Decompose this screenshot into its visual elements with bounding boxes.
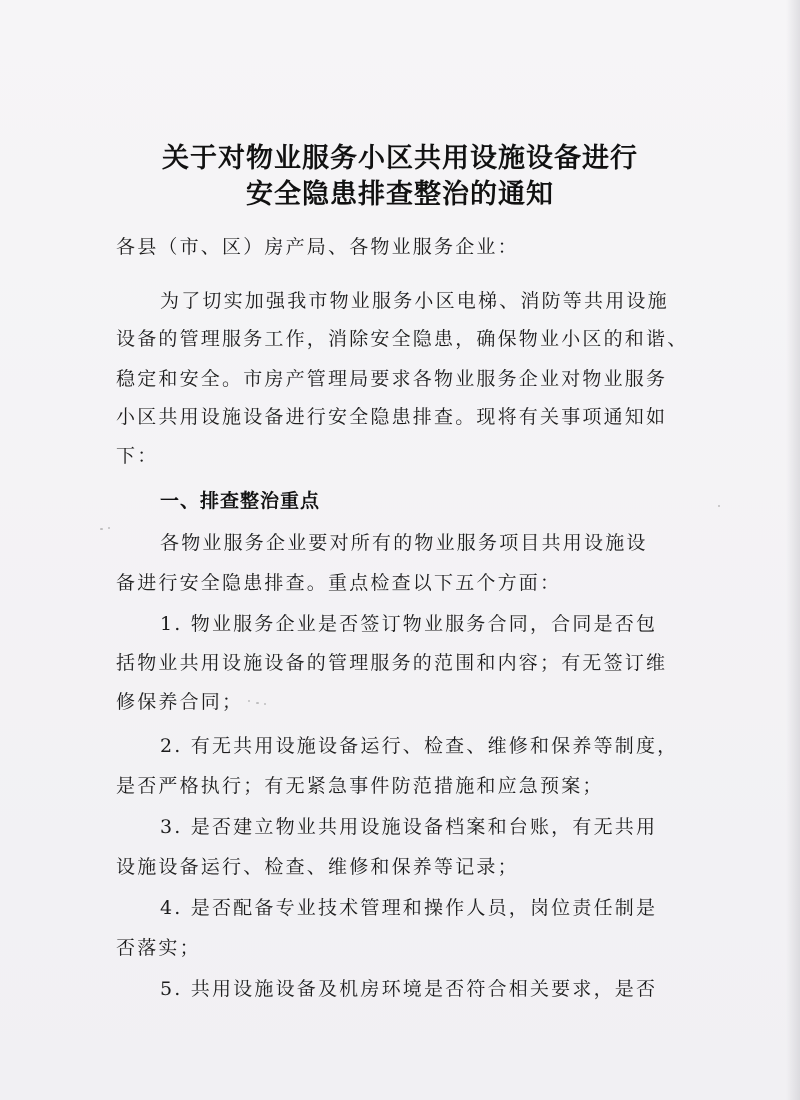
intro-line: 设备的管理服务工作，消除安全隐患，确保物业小区的和谐、 — [116, 328, 689, 350]
item-1-line: 修保养合同； — [116, 691, 244, 713]
scan-speck — [248, 700, 250, 702]
item-4-line: 4. 是否配备专业技术管理和操作人员，岗位责任制是 — [160, 897, 658, 919]
document-title-line-2: 安全隐患排查整治的通知 — [246, 179, 554, 210]
item-2-line: 是否严格执行；有无紧急事件防范措施和应急预案； — [116, 775, 604, 797]
item-3-line: 3. 是否建立物业共用设施设备档案和台账，有无共用 — [160, 816, 658, 838]
scan-speck — [264, 703, 266, 705]
section-paragraph-line: 各物业服务企业要对所有的物业服务项目共用设施设 — [160, 532, 648, 554]
item-5-line: 5. 共用设施设备及机房环境是否符合相关要求，是否 — [160, 978, 658, 1000]
salutation: 各县（市、区）房产局、各物业服务企业： — [116, 236, 519, 258]
scan-speck — [100, 528, 103, 530]
scan-speck — [108, 527, 110, 529]
scan-speck — [718, 505, 720, 507]
scan-edge-shadow — [786, 0, 800, 1100]
document-title-line-1: 关于对物业服务小区共用设施设备进行 — [162, 143, 638, 174]
intro-line: 下： — [116, 445, 159, 467]
item-1-line: 1. 物业服务企业是否签订物业服务合同，合同是否包 — [160, 613, 658, 635]
scan-speck — [256, 702, 259, 704]
item-2-line: 2. 有无共用设施设备运行、检查、维修和保养等制度， — [160, 735, 679, 757]
item-3-line: 设施设备运行、检查、维修和保养等记录； — [116, 856, 519, 878]
intro-line: 稳定和安全。市房产管理局要求各物业服务企业对物业服务 — [116, 368, 668, 390]
intro-line: 为了切实加强我市物业服务小区电梯、消防等共用设施 — [160, 290, 669, 312]
section-heading: 一、排查整治重点 — [160, 490, 321, 512]
item-1-line: 括物业共用设施设备的管理服务的范围和内容；有无签订维 — [116, 652, 668, 674]
intro-line: 小区共用设施设备进行安全隐患排查。现将有关事项通知如 — [116, 406, 668, 428]
item-4-line: 否落实； — [116, 937, 201, 959]
section-paragraph-line: 备进行安全隐患排查。重点检查以下五个方面： — [116, 572, 562, 594]
